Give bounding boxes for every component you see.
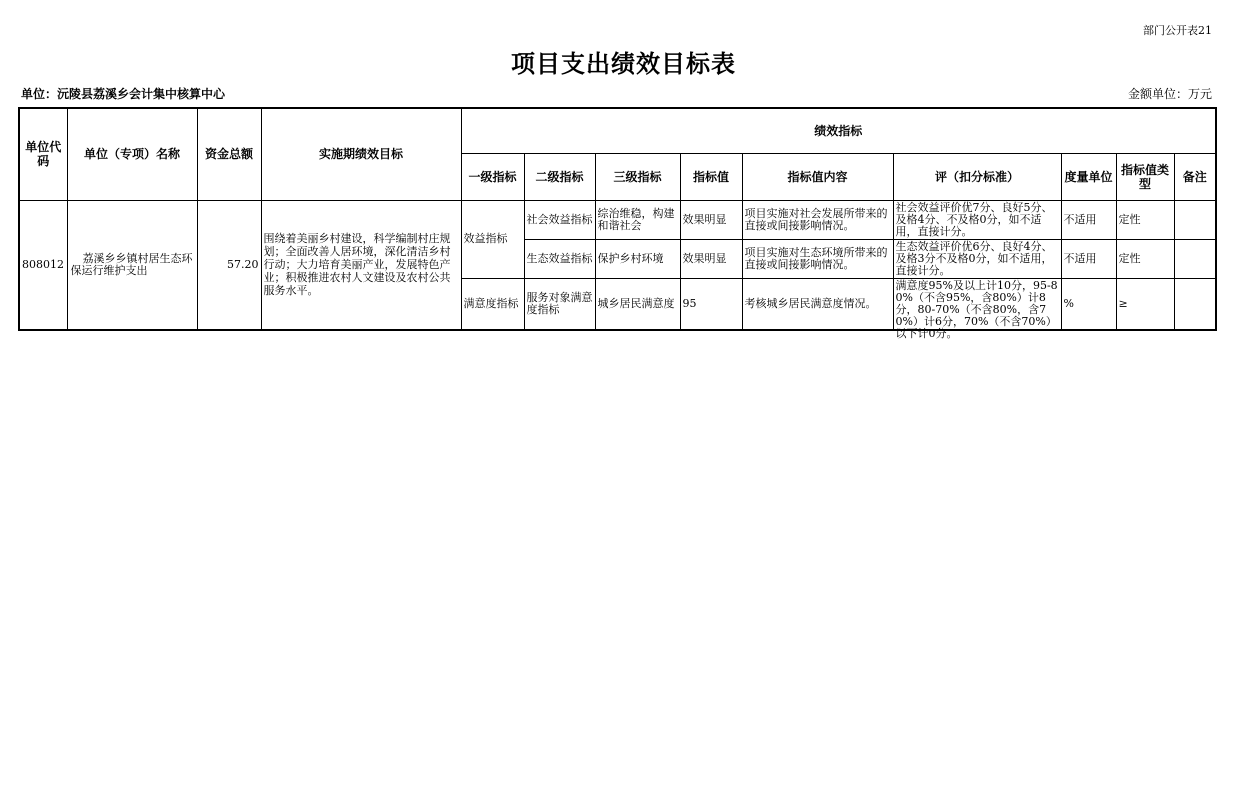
scoring-cell: 满意度95%及以上计10分，95-80%（不含95%，含80%）计8分，80-70%（不含80%，含70%）计6分，70%（不含70%）以下计0分。: [895, 278, 1058, 340]
col-remark: 备注: [1174, 153, 1216, 200]
col-level2: 二级指标: [524, 153, 595, 200]
total-funds-cell: 57.20: [197, 200, 261, 330]
col-value: 指标值: [680, 153, 742, 200]
value-cell: 95: [680, 278, 742, 330]
form-tag: 部门公开表21: [1143, 24, 1212, 37]
col-total-funds: 资金总额: [197, 108, 261, 200]
money-unit: 金额单位：万元: [1127, 87, 1212, 101]
col-level3: 三级指标: [595, 153, 680, 200]
value-content-cell: 项目实施对社会发展所带来的直接或间接影响情况。: [742, 200, 893, 239]
scoring-cell: 社会效益评价优7分、良好5分、及格4分、不及格0分，如不适用，直接计分。: [895, 200, 1053, 238]
level3-cell: 保护乡村环境: [595, 239, 680, 278]
col-level1: 一级指标: [461, 153, 524, 200]
col-unit-code: 单位代码: [19, 108, 67, 200]
col-goal: 实施期绩效目标: [261, 108, 461, 200]
level3-cell: 城乡居民满意度: [595, 278, 680, 330]
col-indicators: 绩效指标: [461, 108, 1216, 153]
level3-cell: 综治维稳，构建和谐社会: [595, 200, 680, 239]
performance-table: [18, 107, 1217, 340]
value-content-cell: 项目实施对生态环境所带来的直接或间接影响情况。: [742, 239, 893, 278]
value-content-cell: 考核城乡居民满意度情况。: [742, 278, 893, 330]
level2-cell: 社会效益指标: [524, 200, 595, 239]
value-type-cell: 定性: [1116, 239, 1174, 278]
measure-unit-cell: 不适用: [1061, 239, 1116, 278]
col-unit-name: 单位（专项）名称: [67, 108, 197, 200]
remark-cell: [1174, 200, 1216, 239]
unit-label: 单位：沅陵县荔溪乡会计集中核算中心: [21, 87, 226, 101]
level2-cell: 服务对象满意度指标: [524, 278, 595, 330]
unit-name-cell: 荔溪乡乡镇村居生态环保运行维护支出: [67, 200, 197, 330]
value-type-cell: ≥: [1116, 278, 1174, 330]
col-value-content: 指标值内容: [742, 153, 893, 200]
value-type-cell: 定性: [1116, 200, 1174, 239]
remark-cell: [1174, 239, 1216, 278]
level1-cell: 满意度指标: [461, 278, 524, 330]
level2-cell: 生态效益指标: [524, 239, 595, 278]
col-measure-unit: 度量单位: [1061, 153, 1116, 200]
measure-unit-cell: 不适用: [1061, 200, 1116, 239]
value-cell: 效果明显: [680, 239, 742, 278]
page-title: 项目支出绩效目标表: [511, 50, 736, 78]
value-cell: 效果明显: [680, 200, 742, 239]
level1-cell: 效益指标: [461, 200, 524, 278]
col-scoring: 评（扣分标准）: [893, 153, 1061, 200]
table-row: [19, 200, 1216, 239]
measure-unit-cell: %: [1061, 278, 1116, 330]
goal-cell: 围绕着美丽乡村建设，科学编制村庄规划；全面改善人居环境，深化清洁乡村行动；大力培育美丽产业，发展特色产业；积极推进农村人文建设及农村公共服务水平。: [261, 200, 461, 330]
scoring-cell: 生态效益评价优6分、良好4分、及格3分不及格0分，如不适用，直接计分。: [895, 239, 1053, 277]
unit-code-cell: 808012: [19, 200, 67, 330]
col-value-type: 指标值类型: [1116, 153, 1174, 200]
remark-cell: [1174, 278, 1216, 330]
